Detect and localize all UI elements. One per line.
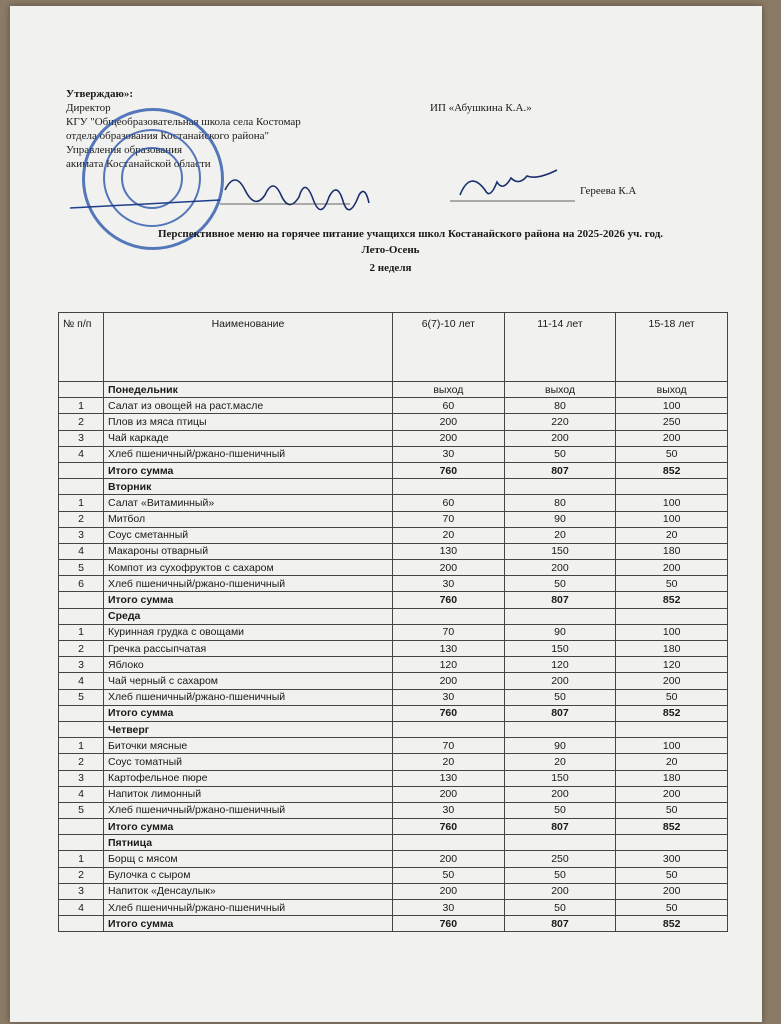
portion-value: 50 [504,802,616,818]
total-value: 807 [504,916,616,932]
portion-value: 200 [616,786,728,802]
output-label [616,721,728,737]
portion-value: 200 [504,673,616,689]
total-value: 807 [504,462,616,478]
portion-value: 50 [616,576,728,592]
total-value: 760 [393,462,505,478]
table-row [59,851,728,867]
total-number-cell [59,916,104,932]
table-row [59,738,728,754]
dish-name: Гречка рассыпчатая [104,641,393,657]
item-number: 2 [59,754,104,770]
portion-value: 20 [504,754,616,770]
total-row [59,916,728,932]
portion-value: 30 [393,576,505,592]
total-value: 852 [616,462,728,478]
portion-value: 30 [393,802,505,818]
total-value: 760 [393,819,505,835]
day-name: Среда [104,608,393,624]
portion-value: 100 [616,398,728,414]
item-number: 4 [59,446,104,462]
table-header-row [59,313,728,382]
table-row [59,398,728,414]
day-name: Пятница [104,835,393,851]
total-row [59,592,728,608]
portion-value: 20 [616,754,728,770]
table-row [59,624,728,640]
portion-value: 250 [616,414,728,430]
dish-name: Хлеб пшеничный/ржано-пшеничный [104,446,393,462]
output-label [504,479,616,495]
table-row [59,495,728,511]
school-line-3: Управления образования [66,144,183,156]
total-number-cell [59,819,104,835]
portion-value: 200 [504,883,616,899]
item-number: 4 [59,900,104,916]
day-row [59,382,728,398]
total-value: 807 [504,819,616,835]
item-number: 2 [59,414,104,430]
portion-value: 300 [616,851,728,867]
portion-value: 90 [504,738,616,754]
table-row [59,867,728,883]
portion-value: 20 [616,527,728,543]
portion-value: 200 [504,786,616,802]
item-number: 3 [59,430,104,446]
portion-value: 200 [616,430,728,446]
dish-name: Соус сметанный [104,527,393,543]
table-row [59,414,728,430]
portion-value: 220 [504,414,616,430]
day-name: Вторник [104,479,393,495]
portion-value: 130 [393,770,505,786]
table-row [59,430,728,446]
portion-value: 80 [504,495,616,511]
day-number-cell [59,608,104,624]
total-value: 852 [616,705,728,721]
portion-value: 200 [393,851,505,867]
table-row [59,900,728,916]
portion-value: 50 [616,689,728,705]
portion-value: 100 [616,738,728,754]
col-header-name: Наименование [104,313,393,382]
total-row [59,705,728,721]
total-value: 760 [393,916,505,932]
dish-name: Хлеб пшеничный/ржано-пшеничный [104,900,393,916]
table-row [59,446,728,462]
output-label [616,835,728,851]
portion-value: 200 [616,673,728,689]
table-row [59,883,728,899]
dish-name: Биточки мясные [104,738,393,754]
item-number: 3 [59,527,104,543]
portion-value: 20 [393,527,505,543]
portion-value: 50 [504,689,616,705]
portion-value: 50 [504,446,616,462]
portion-value: 50 [616,446,728,462]
output-label [393,479,505,495]
table-row [59,754,728,770]
col-header-age-15-18: 15-18 лет [616,313,728,382]
table-row [59,786,728,802]
portion-value: 120 [616,657,728,673]
day-number-cell [59,721,104,737]
item-number: 3 [59,770,104,786]
item-number: 4 [59,673,104,689]
portion-value: 200 [393,883,505,899]
portion-value: 20 [393,754,505,770]
dish-name: Соус томатный [104,754,393,770]
total-number-cell [59,462,104,478]
portion-value: 50 [504,867,616,883]
dish-name: Борщ с мясом [104,851,393,867]
dish-name: Плов из мяса птицы [104,414,393,430]
day-number-cell [59,479,104,495]
portion-value: 150 [504,543,616,559]
dish-name: Куринная грудка с овощами [104,624,393,640]
output-label [616,479,728,495]
table-row [59,689,728,705]
week-label: 2 неделя [369,262,412,274]
dish-name: Булочка с сыром [104,867,393,883]
portion-value: 130 [393,641,505,657]
item-number: 1 [59,738,104,754]
total-label: Итого сумма [104,916,393,932]
portion-value: 200 [393,414,505,430]
output-label [504,721,616,737]
total-value: 852 [616,819,728,835]
output-label [504,608,616,624]
table-row [59,641,728,657]
portion-value: 120 [504,657,616,673]
item-number: 1 [59,624,104,640]
portion-value: 80 [504,398,616,414]
season-label: Лето-Осень [361,244,420,256]
ip-label: ИП «Абушкина К.А.» [430,102,532,114]
day-row [59,479,728,495]
item-number: 2 [59,867,104,883]
table-row [59,511,728,527]
portion-value: 200 [616,883,728,899]
portion-value: 180 [616,641,728,657]
day-row [59,835,728,851]
portion-value: 30 [393,900,505,916]
output-label [393,608,505,624]
school-line-2: отдела образования Костанайского района" [66,130,270,142]
total-label: Итого сумма [104,462,393,478]
portion-value: 50 [616,867,728,883]
portion-value: 100 [616,511,728,527]
portion-value: 200 [616,560,728,576]
portion-value: 60 [393,398,505,414]
day-name: Понедельник [104,382,393,398]
day-number-cell [59,382,104,398]
portion-value: 200 [393,786,505,802]
dish-name: Хлеб пшеничный/ржано-пшеничный [104,802,393,818]
dish-name: Салат «Витаминный» [104,495,393,511]
item-number: 6 [59,576,104,592]
col-header-number: № п/п [59,313,104,382]
total-value: 760 [393,705,505,721]
item-number: 5 [59,689,104,705]
total-row [59,462,728,478]
total-number-cell [59,592,104,608]
day-name: Четверг [104,721,393,737]
menu-table [58,312,728,932]
portion-value: 50 [393,867,505,883]
output-label: выход [504,382,616,398]
dish-name: Картофельное пюре [104,770,393,786]
total-row [59,819,728,835]
portion-value: 30 [393,689,505,705]
item-number: 1 [59,495,104,511]
portion-value: 200 [393,673,505,689]
total-label: Итого сумма [104,819,393,835]
portion-value: 70 [393,624,505,640]
output-label [393,835,505,851]
total-value: 852 [616,916,728,932]
portion-value: 150 [504,641,616,657]
col-header-age-11-14: 11-14 лет [504,313,616,382]
portion-value: 120 [393,657,505,673]
dish-name: Чай черный с сахаром [104,673,393,689]
output-label [504,835,616,851]
portion-value: 50 [616,900,728,916]
supplier-signature [440,165,580,215]
school-line-4: акимата Костанайской области [66,158,211,170]
portion-value: 70 [393,738,505,754]
portion-value: 200 [393,560,505,576]
col-header-age-7-10: 6(7)-10 лет [393,313,505,382]
dish-name: Напиток лимонный [104,786,393,802]
table-row [59,770,728,786]
item-number: 4 [59,543,104,559]
director-label: Директор [66,102,111,114]
item-number: 1 [59,398,104,414]
day-row [59,608,728,624]
portion-value: 200 [393,430,505,446]
table-row [59,673,728,689]
portion-value: 70 [393,511,505,527]
item-number: 1 [59,851,104,867]
table-row [59,657,728,673]
table-row [59,560,728,576]
total-value: 760 [393,592,505,608]
item-number: 3 [59,657,104,673]
dish-name: Напиток «Денсаулык» [104,883,393,899]
portion-value: 50 [504,576,616,592]
portion-value: 50 [504,900,616,916]
item-number: 3 [59,883,104,899]
output-label: выход [616,382,728,398]
portion-value: 180 [616,543,728,559]
table-row [59,802,728,818]
portion-value: 200 [504,560,616,576]
portion-value: 100 [616,624,728,640]
item-number: 5 [59,802,104,818]
dish-name: Митбол [104,511,393,527]
dish-name: Компот из сухофруктов с сахаром [104,560,393,576]
portion-value: 50 [616,802,728,818]
item-number: 2 [59,511,104,527]
school-line-1: КГУ "Общеобразовательная школа села Костомар [66,116,301,128]
portion-value: 250 [504,851,616,867]
dish-name: Хлеб пшеничный/ржано-пшеничный [104,576,393,592]
total-label: Итого сумма [104,592,393,608]
dish-name: Макароны отварный [104,543,393,559]
portion-value: 130 [393,543,505,559]
portion-value: 20 [504,527,616,543]
output-label [393,721,505,737]
table-row [59,543,728,559]
total-value: 852 [616,592,728,608]
signer-name: Гереева К.А [580,185,637,197]
table-row [59,576,728,592]
director-signature [60,160,410,230]
item-number: 5 [59,560,104,576]
dish-name: Хлеб пшеничный/ржано-пшеничный [104,689,393,705]
portion-value: 200 [504,430,616,446]
day-row [59,721,728,737]
total-value: 807 [504,705,616,721]
item-number: 2 [59,641,104,657]
dish-name: Яблоко [104,657,393,673]
portion-value: 180 [616,770,728,786]
output-label: выход [393,382,505,398]
day-number-cell [59,835,104,851]
portion-value: 90 [504,511,616,527]
menu-title: Перспективное меню на горячее питание учащихся школ Костанайского района на 2025-2026 уч. год. [157,228,664,240]
dish-name: Салат из овощей на раст.масле [104,398,393,414]
portion-value: 150 [504,770,616,786]
total-number-cell [59,705,104,721]
dish-name: Чай каркаде [104,430,393,446]
total-value: 807 [504,592,616,608]
portion-value: 30 [393,446,505,462]
portion-value: 100 [616,495,728,511]
approve-label: Утверждаю»: [66,88,134,100]
total-label: Итого сумма [104,705,393,721]
output-label [616,608,728,624]
portion-value: 60 [393,495,505,511]
portion-value: 90 [504,624,616,640]
table-row [59,527,728,543]
item-number: 4 [59,786,104,802]
